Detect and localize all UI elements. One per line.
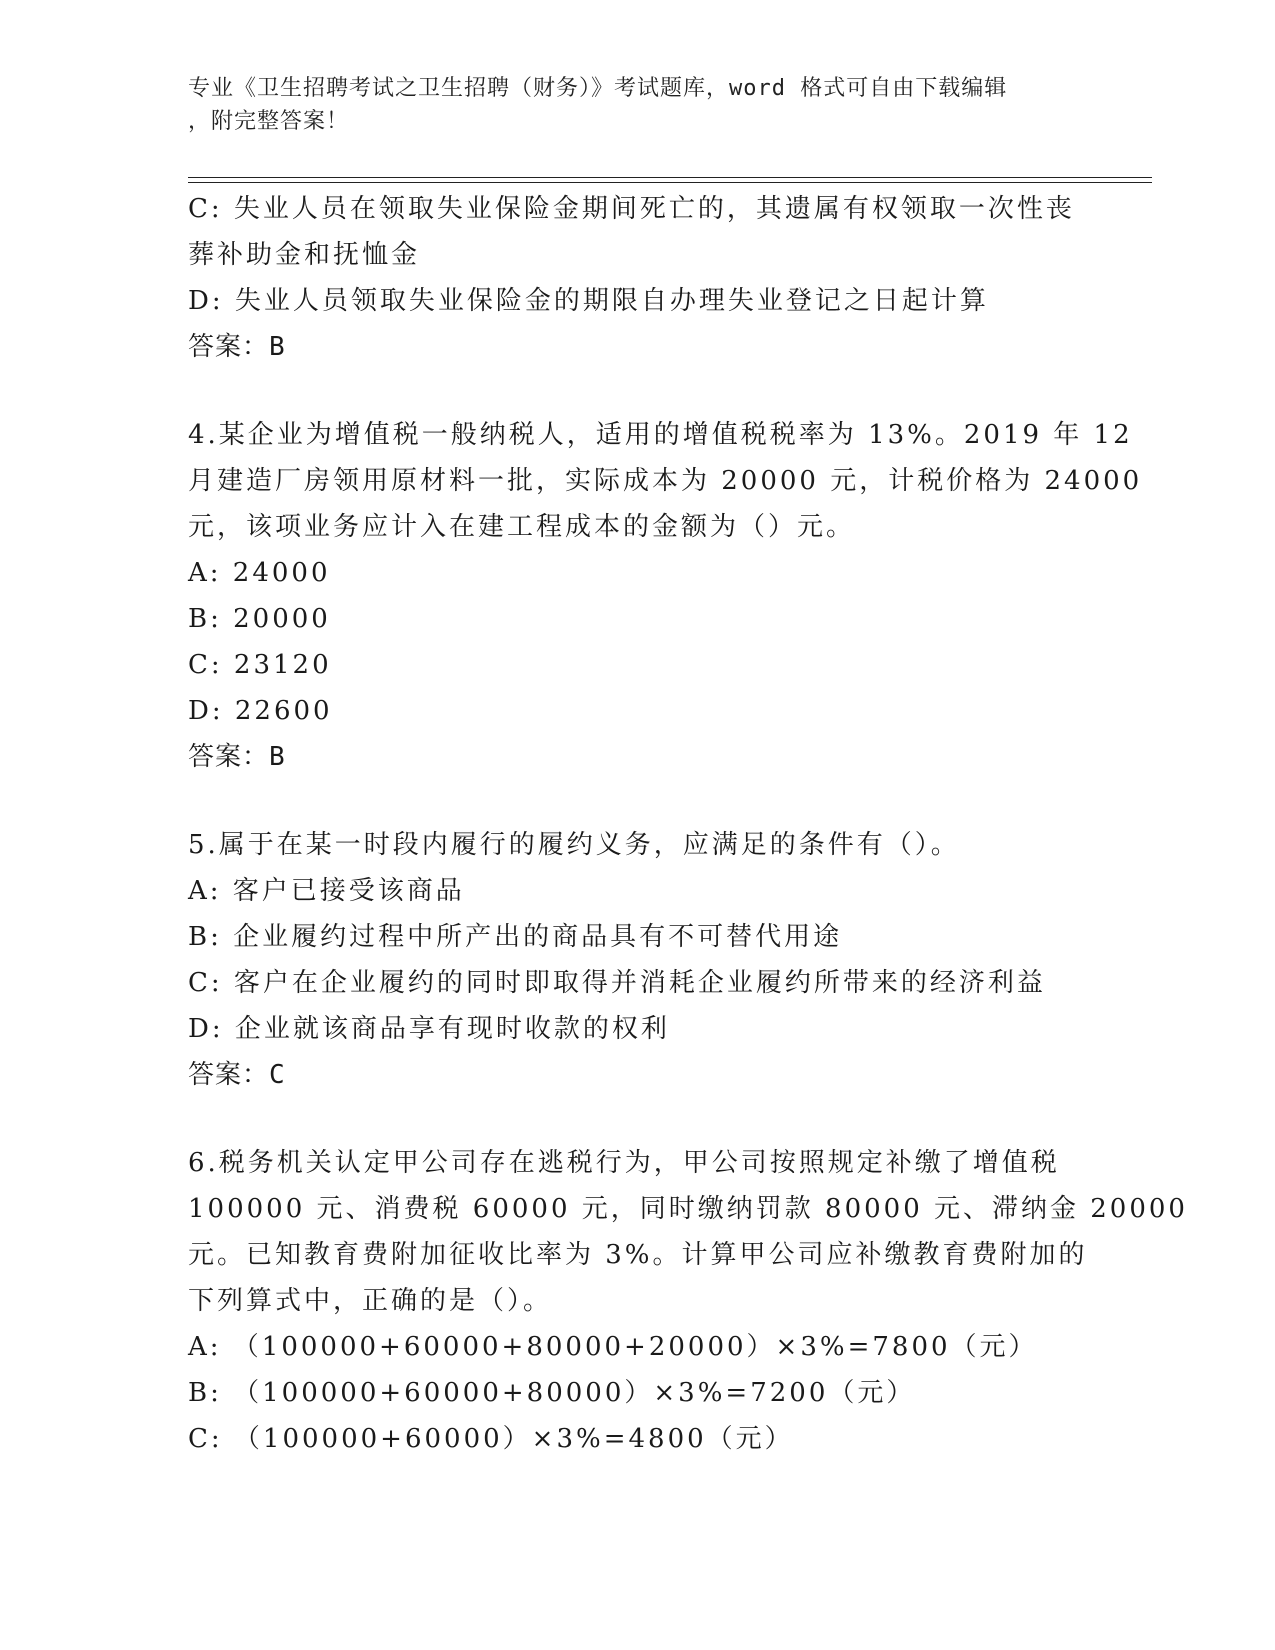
option-b: B: （100000+60000+80000）×3%=7200（元） <box>188 1378 916 1408</box>
answer: 答案：C <box>188 1060 286 1090</box>
question-content <box>188 186 1188 1462</box>
question-3-continuation <box>188 186 1078 370</box>
question-stem: 6.税务机关认定甲公司存在逃税行为，甲公司按照规定补缴了增值税 <box>188 1148 1060 1178</box>
spacer <box>188 780 1078 822</box>
question-stem: 元。已知教育费附加征收比率为 3%。计算甲公司应补缴教育费附加的 <box>188 1240 1088 1270</box>
question-stem: 5.属于在某一时段内履行的履约义务，应满足的条件有（）。 <box>188 830 960 860</box>
option-d: D: 失业人员领取失业保险金的期限自办理失业登记之日起计算 <box>188 286 989 316</box>
question-6 <box>188 1140 1188 1462</box>
question-stem: 下列算式中，正确的是（）。 <box>188 1286 553 1316</box>
option-b: B: 企业履约过程中所产出的商品具有不可替代用途 <box>188 922 843 952</box>
spacer <box>188 1098 1078 1140</box>
header-line-1: 专业《卫生招聘考试之卫生招聘（财务）》考试题库，word 格式可自由下载编辑 <box>188 76 1008 101</box>
answer: 答案：B <box>188 742 286 772</box>
option-c: C: （100000+60000）×3%=4800（元） <box>188 1424 794 1454</box>
option-a: A: 24000 <box>188 558 331 588</box>
header-line-2: ，附完整答案！ <box>188 109 350 134</box>
option-d: D: 企业就该商品享有现时收款的权利 <box>188 1014 670 1044</box>
header-rule-top <box>188 177 1152 178</box>
option-c: C: 客户在企业履约的同时即取得并消耗企业履约所带来的经济利益 <box>188 968 1046 998</box>
answer: 答案：B <box>188 332 286 362</box>
question-stem: 元，该项业务应计入在建工程成本的金额为（）元。 <box>188 512 856 542</box>
header-rule-bottom <box>188 182 1152 183</box>
question-stem: 100000 元、消费税 60000 元，同时缴纳罚款 80000 元、滞纳金 20000 <box>188 1194 1188 1224</box>
spacer <box>188 370 1078 412</box>
question-stem: 月建造厂房领用原材料一批，实际成本为 20000 元，计税价格为 24000 <box>188 466 1143 496</box>
option-c: C: 23120 <box>188 650 332 680</box>
option-c-continued: 葬补助金和抚恤金 <box>188 240 421 270</box>
option-d: D: 22600 <box>188 696 333 726</box>
option-b: B: 20000 <box>188 604 331 634</box>
document-header <box>188 72 1088 138</box>
question-4 <box>188 412 1143 780</box>
option-c: C: 失业人员在领取失业保险金期间死亡的，其遗属有权领取一次性丧 <box>188 194 1075 224</box>
option-a: A: 客户已接受该商品 <box>188 876 465 906</box>
question-stem: 4.某企业为增值税一般纳税人，适用的增值税税率为 13%。2019 年 12 <box>188 420 1133 450</box>
option-a: A: （100000+60000+80000+20000）×3%=7800（元） <box>188 1332 1038 1362</box>
question-5 <box>188 822 1078 1098</box>
